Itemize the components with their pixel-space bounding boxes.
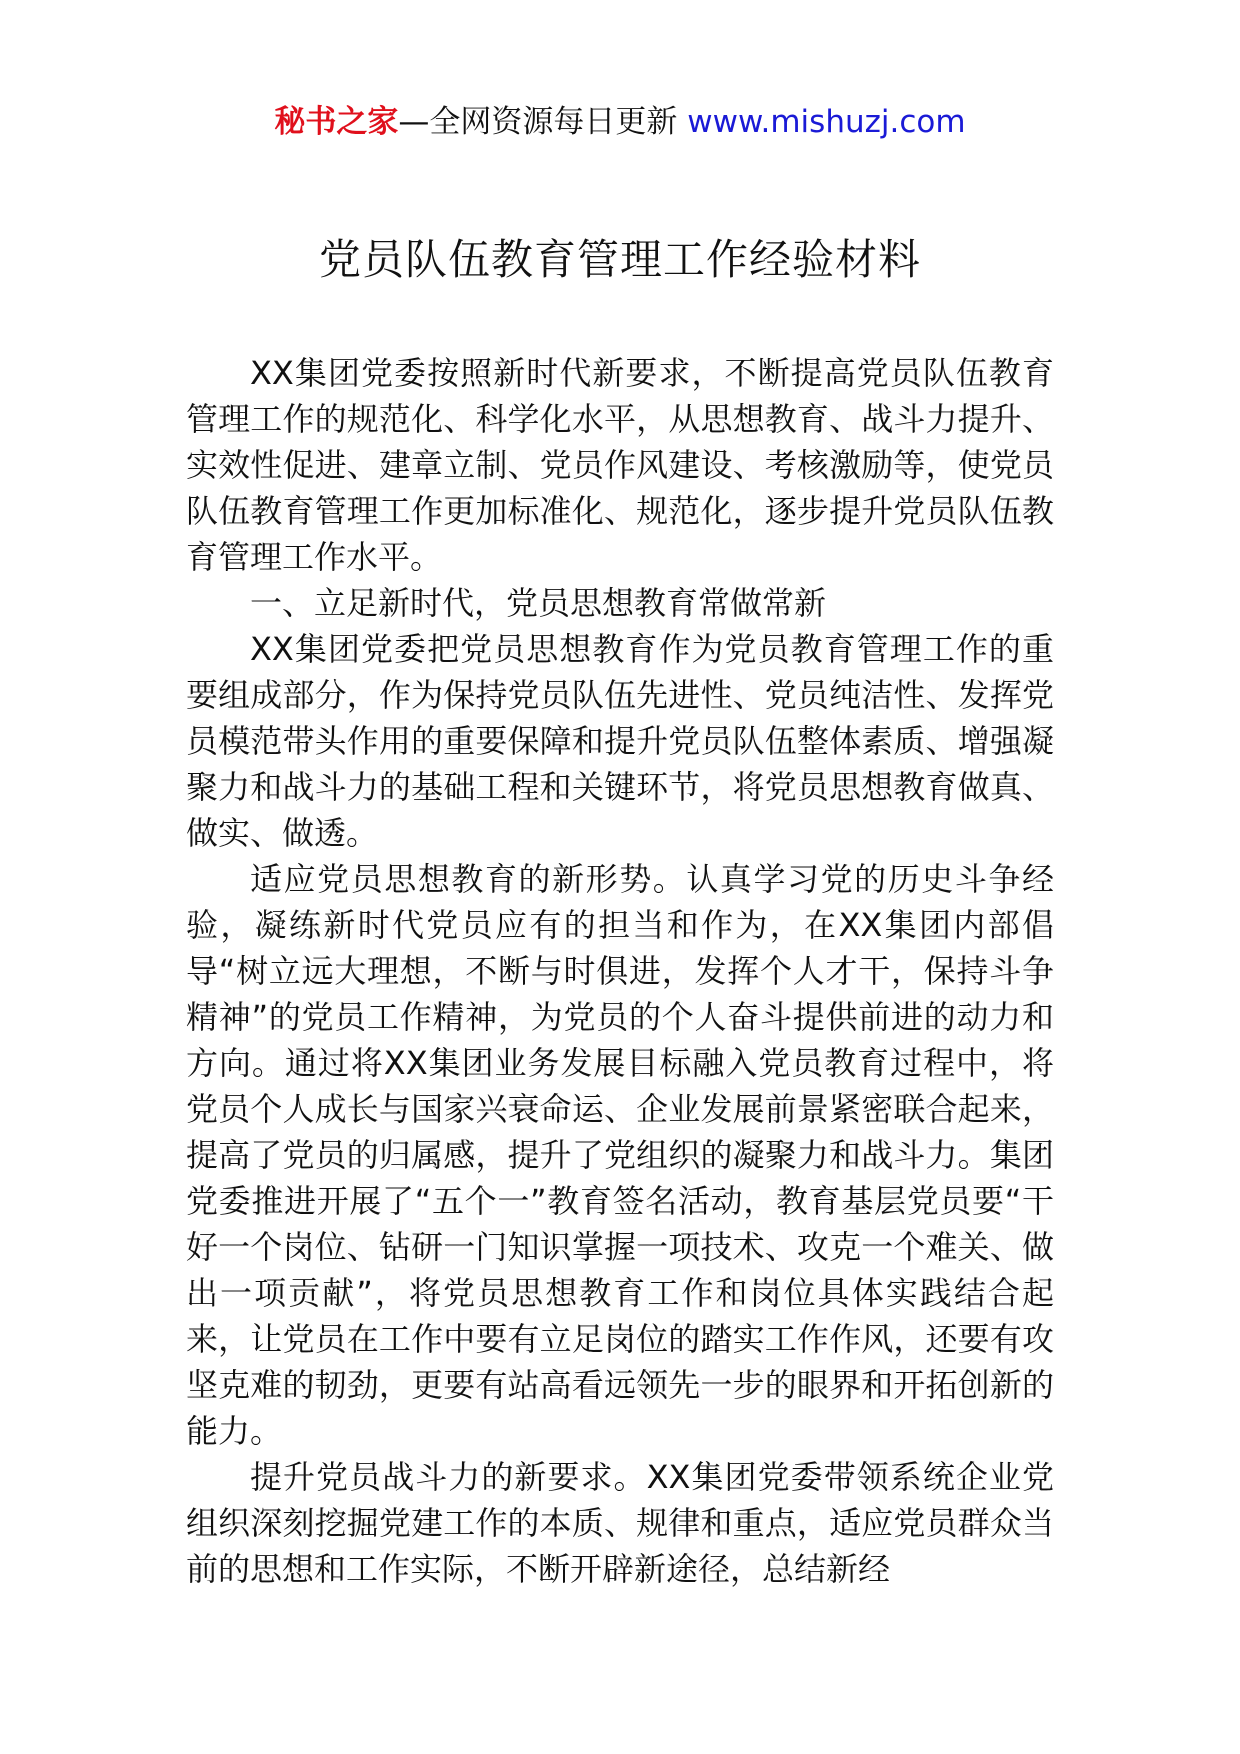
section-heading: 一、立足新时代，党员思想教育常做常新 — [250, 584, 827, 622]
body-paragraph: XX集团党委按照新时代新要求，不断提高党员队伍教育管理工作的规范化、科学化水平，从思想教育、战斗力提升、实效性促进、建章立制、党员作风建设、考核激励等，使党员队伍教育管理工作更加标准化、规范化，逐步提升党员队伍教育管理工作水平。 — [186, 354, 1054, 576]
site-slogan: —全网资源每日更新 — [398, 104, 678, 140]
site-header — [0, 100, 1240, 144]
body-paragraph: 适应党员思想教育的新形势。认真学习党的历史斗争经验，凝练新时代党员应有的担当和作为，在XX集团内部倡导“树立远大理想，不断与时俱进，发挥个人才干，保持斗争精神”的党员工作精神，为党员的个人奋斗提供前进的动力和方向。通过将XX集团业务发展目标融入党员教育过程中，将党员个人成长与国家兴衰命运、企业发展前景紧密联合起来，提高了党员的归属感，提升了党组织的凝聚力和战斗力。集团党委推进开展了“五个一”教育签名活动，教育基层党员要“干好一个岗位、钻研一门知识掌握一项技术、攻克一个难关、做出一项贡献”，将党员思想教育工作和岗位具体实践结合起来，让党员在工作中要有立足岗位的踏实工作作风，还要有攻坚克难的韧劲，更要有站高看远领先一步的眼界和开拓创新的能力。 — [186, 860, 1054, 1450]
body-paragraph: 提升党员战斗力的新要求。XX集团党委带领系统企业党组织深刻挖掘党建工作的本质、规律和重点，适应党员群众当前的思想和工作实际，不断开辟新途径，总结新经 — [186, 1458, 1054, 1588]
site-brand: 秘书之家 — [274, 104, 399, 140]
site-url-link[interactable]: www.mishuzj.com — [687, 104, 966, 140]
document-title: 党员队伍教育管理工作经验材料 — [318, 235, 921, 284]
document-body — [186, 350, 1054, 1592]
body-paragraph: XX集团党委把党员思想教育作为党员教育管理工作的重要组成部分，作为保持党员队伍先进性、党员纯洁性、发挥党员模范带头作用的重要保障和提升党员队伍整体素质、增强凝聚力和战斗力的基础工程和关键环节，将党员思想教育做真、做实、做透。 — [186, 630, 1054, 852]
